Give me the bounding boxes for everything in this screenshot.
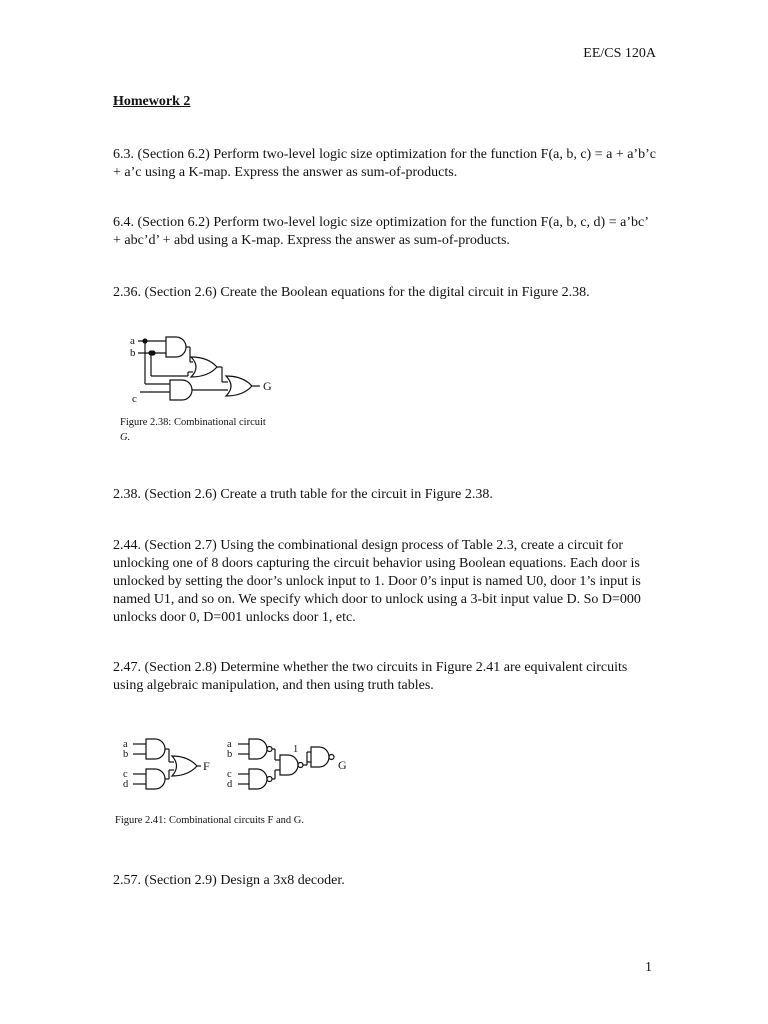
figure-2-41 [113,728,358,830]
homework-title: Homework 2 [113,94,191,109]
fig241-g-input-b: b [227,749,233,760]
fig241-output-f: F [203,759,210,773]
problem-2-38: 2.38. (Section 2.6) Create a truth table for the circuit in Figure 2.38. [113,487,493,502]
fig241-g-input-a: a [227,739,232,750]
problem-2-44: 2.44. (Section 2.7) Using the combinational design process of Table 2.3, create a circuit for unlocking one of 8 doors capturing the circuit behavior using Boolean equations. Each door is unlocked by setting the door’s unlock input to 1. Door 0’s input is named U0, door 1’s input is named U1, and so on. We specify which door to unlock using a 3-bit input value D. So D=000 unlocks door 0, D=001 unlocks door 1, etc. [113,538,641,625]
page-number: 1 [645,960,652,975]
fig241-f-input-d: d [123,779,129,790]
fig241-f-input-a: a [123,739,128,750]
fig238-input-b: b [130,347,136,359]
fig241-f-input-c: c [123,769,128,780]
fig238-input-a: a [130,335,135,347]
problem-6-4: 6.4. (Section 6.2) Perform two-level logic size optimization for the function F(a, b, c, d) = a’bc’ + abc’d’ + abd using a K-map. Express the answer as sum-of-products. [113,215,648,248]
figure-2-38 [118,330,293,448]
fig241-g-input-d: d [227,779,233,790]
problem-2-57: 2.57. (Section 2.9) Design a 3x8 decoder. [113,873,345,888]
fig238-caption: Figure 2.38: Combinational circuit [120,417,266,428]
fig241-g-input-c: c [227,769,232,780]
problem-2-47: 2.47. (Section 2.8) Determine whether the two circuits in Figure 2.41 are equivalent circuits using algebraic manipulation, and then using truth tables. [113,660,628,693]
course-code: EE/CS 120A [583,46,656,61]
fig238-caption-line2: G. [120,432,131,443]
problem-6-3: 6.3. (Section 6.2) Perform two-level logic size optimization for the function F(a, b, c) = a + a’b’c + a’c using a K-map. Express the answer as sum-of-products. [113,147,656,180]
problem-2-36: 2.36. (Section 2.6) Create the Boolean equations for the digital circuit in Figure 2.38. [113,285,590,300]
fig241-output-g: G [338,758,347,772]
fig241-f-input-b: b [123,749,129,760]
fig238-input-c: c [132,393,137,405]
fig241-caption: Figure 2.41: Combinational circuits F and G. [115,815,304,826]
fig238-output-g: G [263,379,272,393]
fig241-g-label-1: 1 [293,744,299,755]
